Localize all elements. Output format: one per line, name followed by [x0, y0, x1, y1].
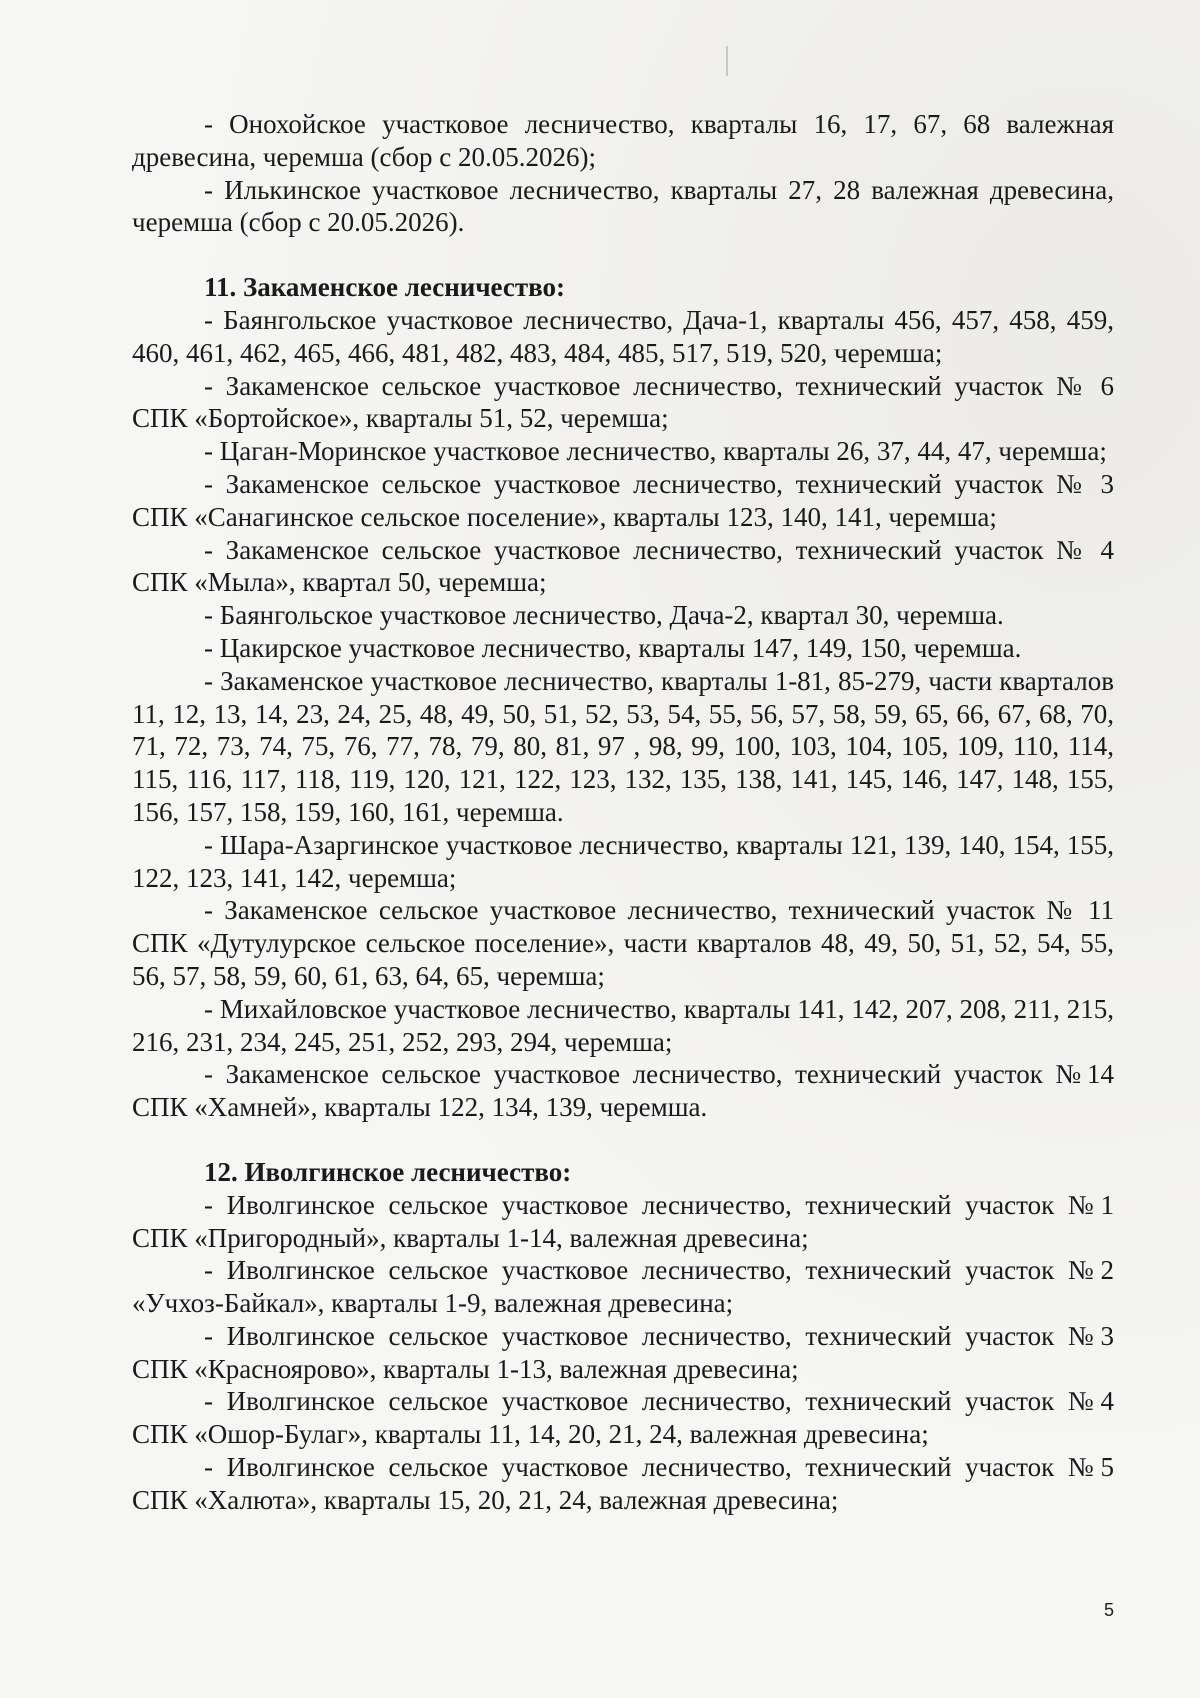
paragraph: - Баянгольское участковое лесничество, Дача-1, кварталы 456, 457, 458, 459, 460, 461, 462, 465, 466, 481, 482, 483, 484, 485, 517, 519, 520, черемша; — [132, 304, 1114, 368]
paragraph: - Михайловское участковое лесничество, кварталы 141, 142, 207, 208, 211, 215, 216, 231, 234, 245, 251, 252, 293, 294, черемша; — [132, 993, 1114, 1057]
paragraph: - Закаменское сельское участковое лесничество, технический участок № 4 СПК «Мыла», квартал 50, черемша; — [132, 534, 1114, 598]
section-ivolginsk — [132, 1156, 1114, 1517]
paragraph: - Онохойское участковое лесничество, кварталы 16, 17, 67, 68 валежная древесина, черемша (сбор с 20.05.2026); — [132, 109, 1114, 172]
intro-block — [132, 108, 1114, 239]
paragraph: - Закаменское сельское участковое лесничество, технический участок № 11 СПК «Дутулурское сельское поселение», части кварталов 48, 49, 50, 51, 52, 54, 55, 56, 57, 58, 59, 60, 61, 63, 64, 65, черемша; — [132, 895, 1114, 991]
paragraph: - Илькинское участковое лесничество, кварталы 27, 28 валежная древесина, черемша (сбор с 20.05.2026). — [132, 174, 1114, 238]
section-zakamensk — [132, 271, 1114, 1124]
paragraph: - Иволгинское сельское участковое лесничество, технический участок №3 СПК «Красноярово», кварталы 1-13, валежная древесина; — [132, 1320, 1114, 1384]
paragraph: - Баянгольское участковое лесничество, Дача-2, квартал 30, черемша. — [204, 600, 1004, 631]
paragraph: - Иволгинское сельское участковое лесничество, технический участок №1 СПК «Пригородный», кварталы 1-14, валежная древесина; — [132, 1189, 1114, 1253]
scan-artifact — [726, 46, 728, 76]
paragraph: - Иволгинское сельское участковое лесничество, технический участок №4 СПК «Ошор-Булаг», кварталы 11, 14, 20, 21, 24, валежная древесина; — [132, 1386, 1114, 1450]
page-number: 5 — [1103, 1600, 1114, 1620]
paragraph: - Иволгинское сельское участковое лесничество, технический участок №2 «Учхоз-Байкал», кварталы 1-9, валежная древесина; — [132, 1255, 1114, 1319]
section-heading: 11. Закаменское лесничество: — [204, 272, 565, 303]
paragraph: - Шара-Азаргинское участковое лесничество, кварталы 121, 139, 140, 154, 155, 122, 123, 141, 142, черемша; — [132, 829, 1114, 893]
paragraph: - Закаменское сельское участковое лесничество, технический участок № 6 СПК «Бортойское», кварталы 51, 52, черемша; — [132, 370, 1114, 434]
paragraph: - Закаменское сельское участковое лесничество, технический участок № 3 СПК «Санагинское сельское поселение», кварталы 123, 140, 141, черемша; — [132, 468, 1114, 532]
paragraph: - Закаменское участковое лесничество, кварталы 1-81, 85-279, части кварталов 11, 12, 13, 14, 23, 24, 25, 48, 49, 50, 51, 52, 53, 54, 55, 56, 57, 58, 59, 65, 66, 67, 68, 70, 71, 72, 73, 74, 75, 76, 77, 78, 79, 80, 81, 97 , 98, 99, 100, 103, 104, 105, 109, 110, 114, 115, 116, 117, 118, 119, 120, 121, 122, 123, 132, 135, 138, 141, 145, 146, 147, 148, 155, 156, 157, 158, 159, 160, 161, черемша. — [132, 665, 1114, 827]
paragraph: - Цакирское участковое лесничество, кварталы 147, 149, 150, черемша. — [204, 632, 1022, 663]
section-heading: 12. Иволгинское лесничество: — [204, 1156, 572, 1187]
paragraph: - Иволгинское сельское участковое лесничество, технический участок №5 СПК «Халюта», кварталы 15, 20, 21, 24, валежная древесина; — [132, 1452, 1114, 1515]
paragraph: - Цаган-Моринское участковое лесничество, кварталы 26, 37, 44, 47, черемша; — [204, 436, 1107, 467]
paragraph: - Закаменское сельское участковое лесничество, технический участок №14 СПК «Хамней», кварталы 122, 134, 139, черемша. — [132, 1059, 1114, 1123]
